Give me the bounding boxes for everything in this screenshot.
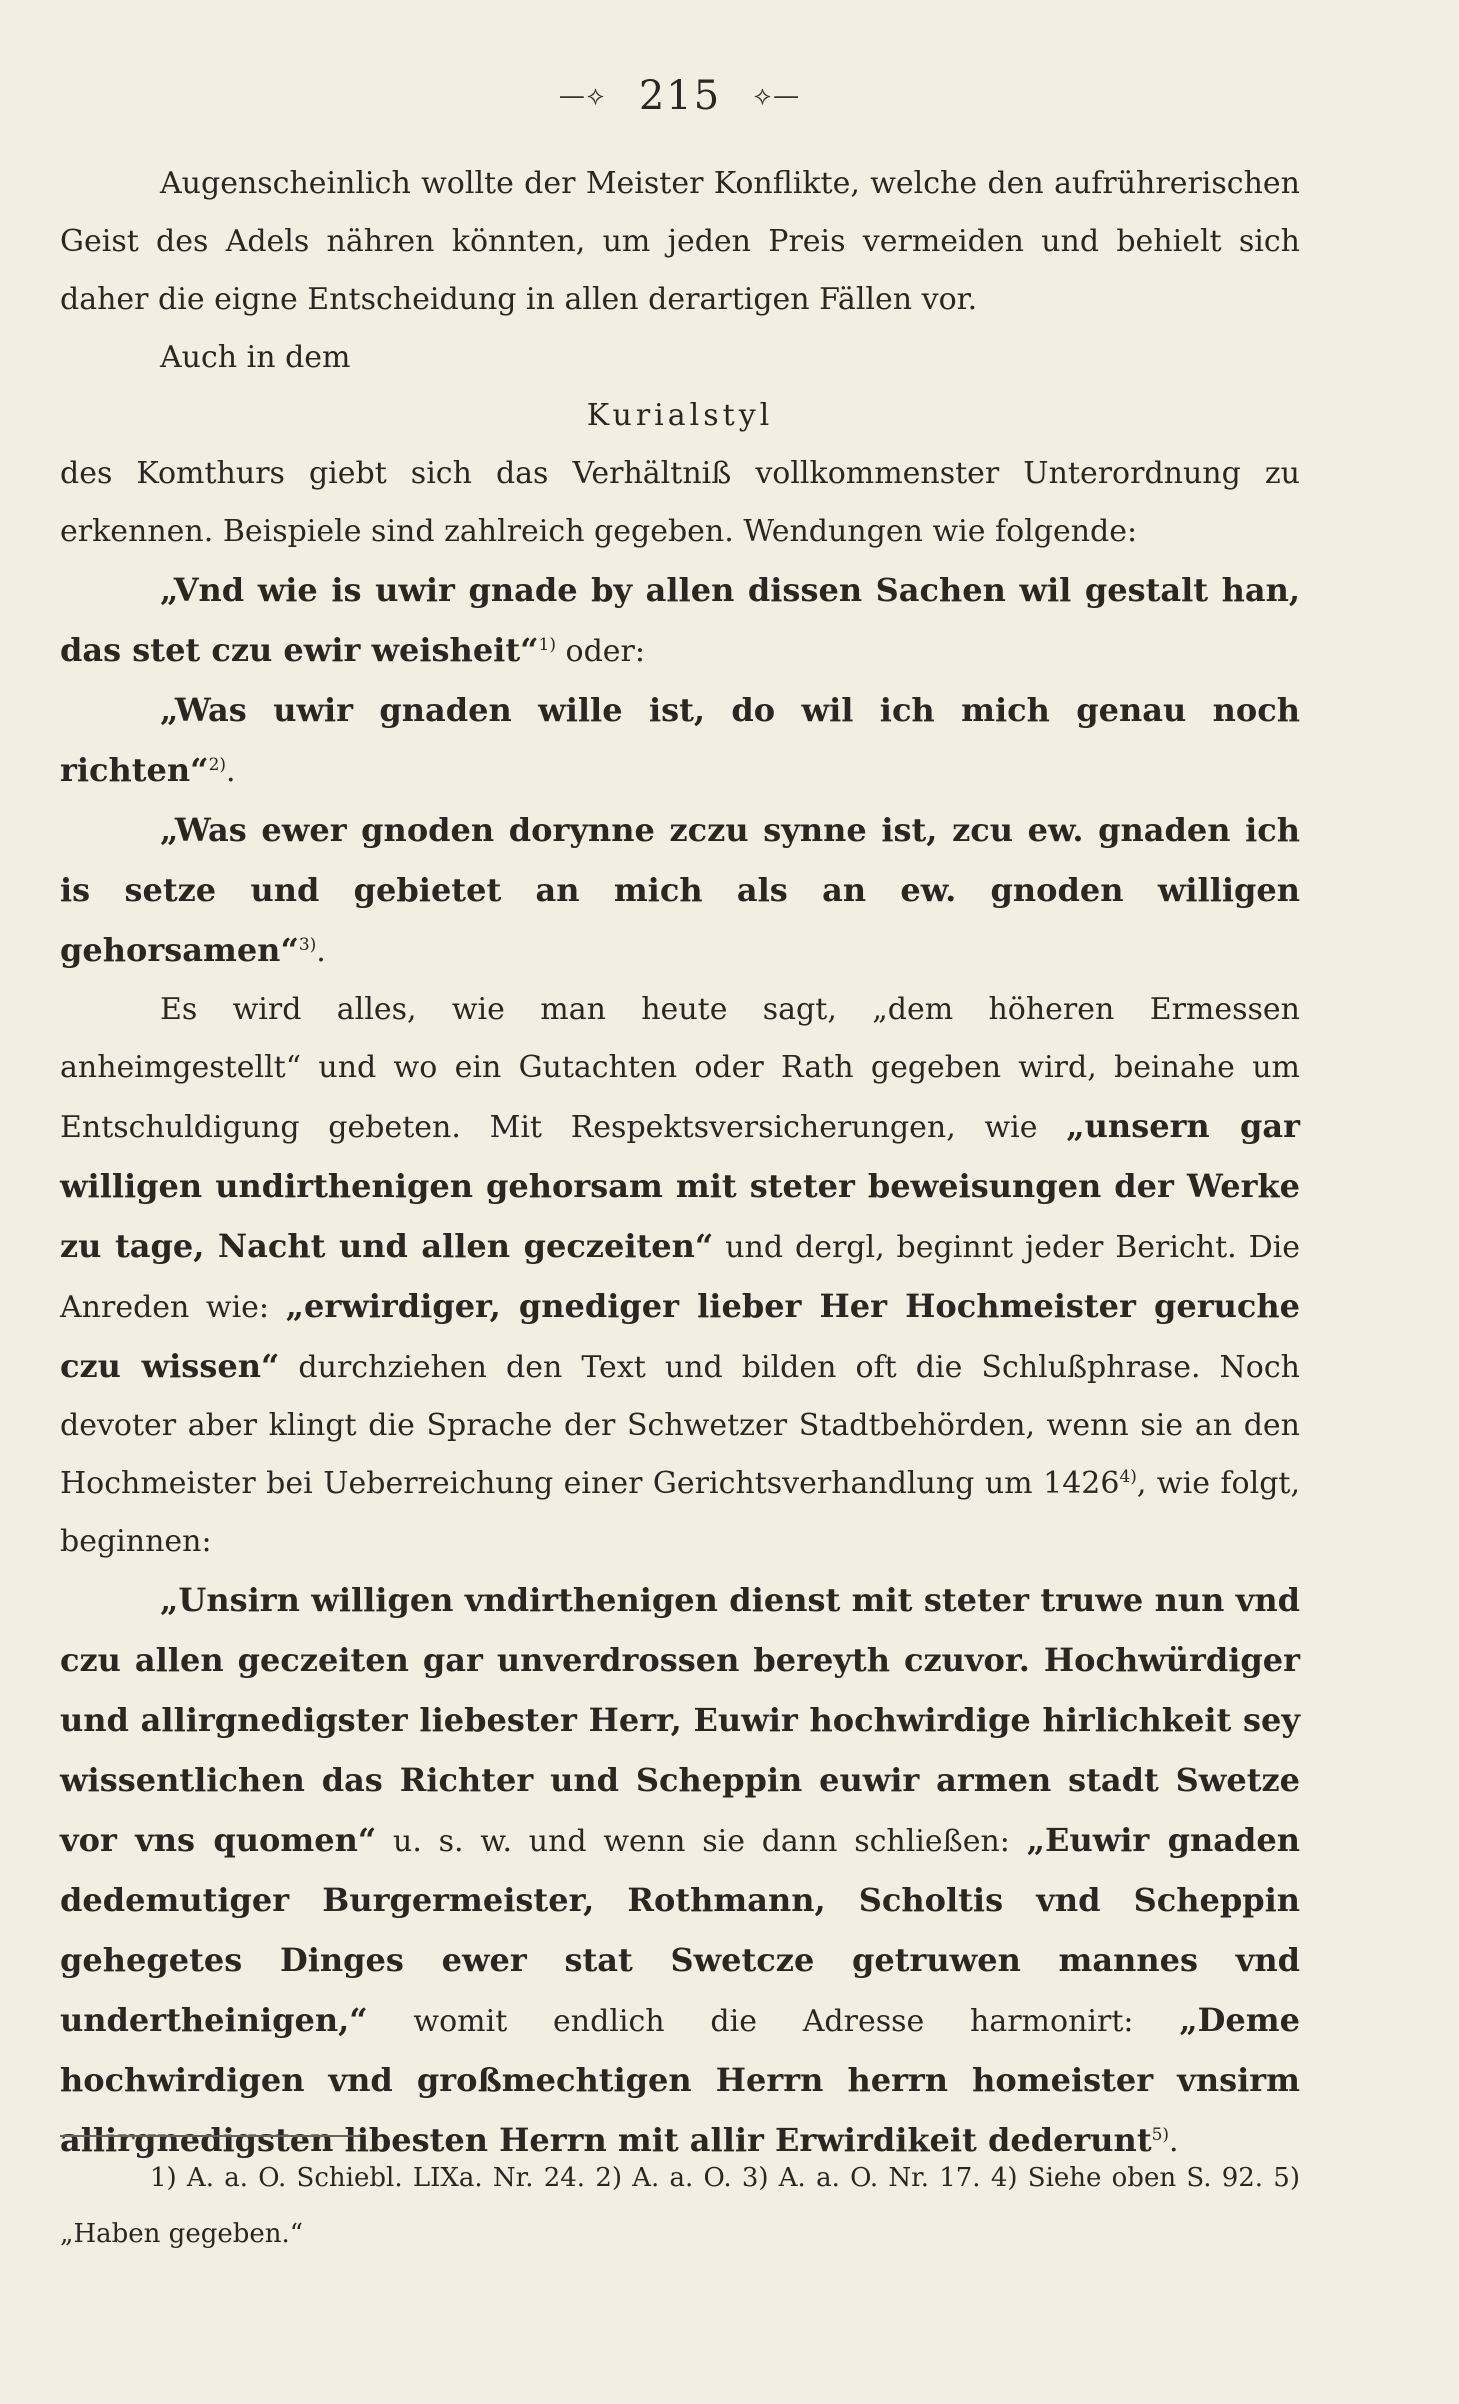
quote-1-text: „Vnd wie is uwir gnade by allen dissen Sachen wil gestalt han, das stet czu ewir weisheit“ [60,571,1300,669]
p4-part4: , wie folgt, beginnen: [60,1466,1300,1559]
quote-1-after: oder: [555,634,645,669]
paragraph-4 [60,981,1300,1571]
p4-quote2: „erwirdiger, gnediger lieber Her Hochmeister geruche czu wissen“ [60,1287,1300,1385]
p5-part1: u. s. w. und wenn sie dann schließen: [376,1824,1027,1859]
p4-part3: durchziehen den Text und bilden oft die Schlußphrase. Noch devoter aber klingt die Sprache der Schwetzer Stadtbehörden, wenn sie an den Hochmeister bei Ueberreichung einer Gerichtsverhandlung um 1426 [60,1350,1300,1501]
footnote-rule [60,2135,360,2137]
page-header [60,70,1300,119]
footnote-ref-5: 5) [1151,2125,1170,2145]
footnote-ref-1: 1) [538,635,556,655]
ornament-left: —⟡ [558,80,607,111]
page-number: 215 [638,73,722,119]
p4-quote1: „unsern gar willigen undirthenigen gehorsam mit steter beweisungen der Werke zu tage, Nacht und allen geczeiten“ [60,1107,1300,1265]
quote-2-text: „Was uwir gnaden wille ist, do wil ich mich genau noch richten“ [60,691,1300,789]
page [60,60,1300,2320]
footnote-line: 1) A. a. O. Schiebl. LIXa. Nr. 24. 2) A. a. O. 3) A. a. O. Nr. 17. 4) Siehe oben S. 92. 5) „Haben gegeben.“ [60,2163,1300,2249]
footnotes [60,2150,1300,2262]
paragraph-5 [60,1571,1300,2171]
quote-3-after: . [316,934,326,969]
ornament-right: ⟡— [753,80,802,111]
p5-part2: womit endlich die Adresse harmonirt: [367,2004,1180,2039]
quote-2-after: . [226,754,236,789]
paragraph-2: Auch in dem [160,340,351,375]
quote-3 [60,801,1300,981]
footnote-ref-3: 3) [298,935,317,955]
body-text [60,155,1300,2171]
p5-quote3: „Deme hochwirdigen vnd großmechtigen Herrn herrn homeister vnsirm allirgnedigsten libesten Herrn mit allir Erwirdikeit dederunt [60,2001,1300,2159]
p4-part1: Es wird alles, wie man heute sagt, „dem höheren Ermessen anheimgestellt“ und wo ein Gutachten oder Rath gegeben wird, beinahe um Entschuldigung gebeten. Mit Respektsversicherungen, wie [60,992,1300,1145]
section-heading: Kurialstyl [586,398,774,433]
quote-1 [60,561,1300,681]
paragraph-3: des Komthurs giebt sich das Verhältniß vollkommenster Unterordnung zu erkennen. Beispiele sind zahlreich gegeben. Wendungen wie folgende: [60,456,1300,549]
quote-2 [60,681,1300,801]
quote-3-text: „Was ewer gnoden dorynne zczu synne ist, zcu ew. gnaden ich is setze und gebietet an mich als an ew. gnoden willigen gehorsamen“ [60,811,1300,969]
footnote-ref-4: 4) [1119,1467,1137,1487]
p4-part2: und dergl, beginnt jeder Bericht. Die Anreden wie: [60,1230,1300,1325]
p5-quote1: „Unsirn willigen vndirthenigen dienst mit steter truwe nun vnd czu allen geczeiten gar unverdrossen bereyth czuvor. Hochwürdiger und allirgnedigster liebester Herr, Euwir hochwirdige hirlichkeit sey wissentlichen das Richter und Scheppin euwir armen stadt Swetze vor vns quomen“ [60,1581,1300,1859]
footnote-ref-2: 2) [208,755,227,775]
p5-end: . [1169,2124,1179,2159]
p5-quote2: „Euwir gnaden dedemutiger Burgermeister, Rothmann, Scholtis vnd Scheppin gehegetes Dinges ewer stat Swetcze getruwen mannes vnd undertheinigen,“ [60,1821,1301,2039]
paragraph-1: Augenscheinlich wollte der Meister Konflikte, welche den aufrührerischen Geist des Adels nähren könnten, um jeden Preis vermeiden und behielt sich daher die eigne Entscheidung in allen derartigen Fällen vor. [60,166,1300,317]
